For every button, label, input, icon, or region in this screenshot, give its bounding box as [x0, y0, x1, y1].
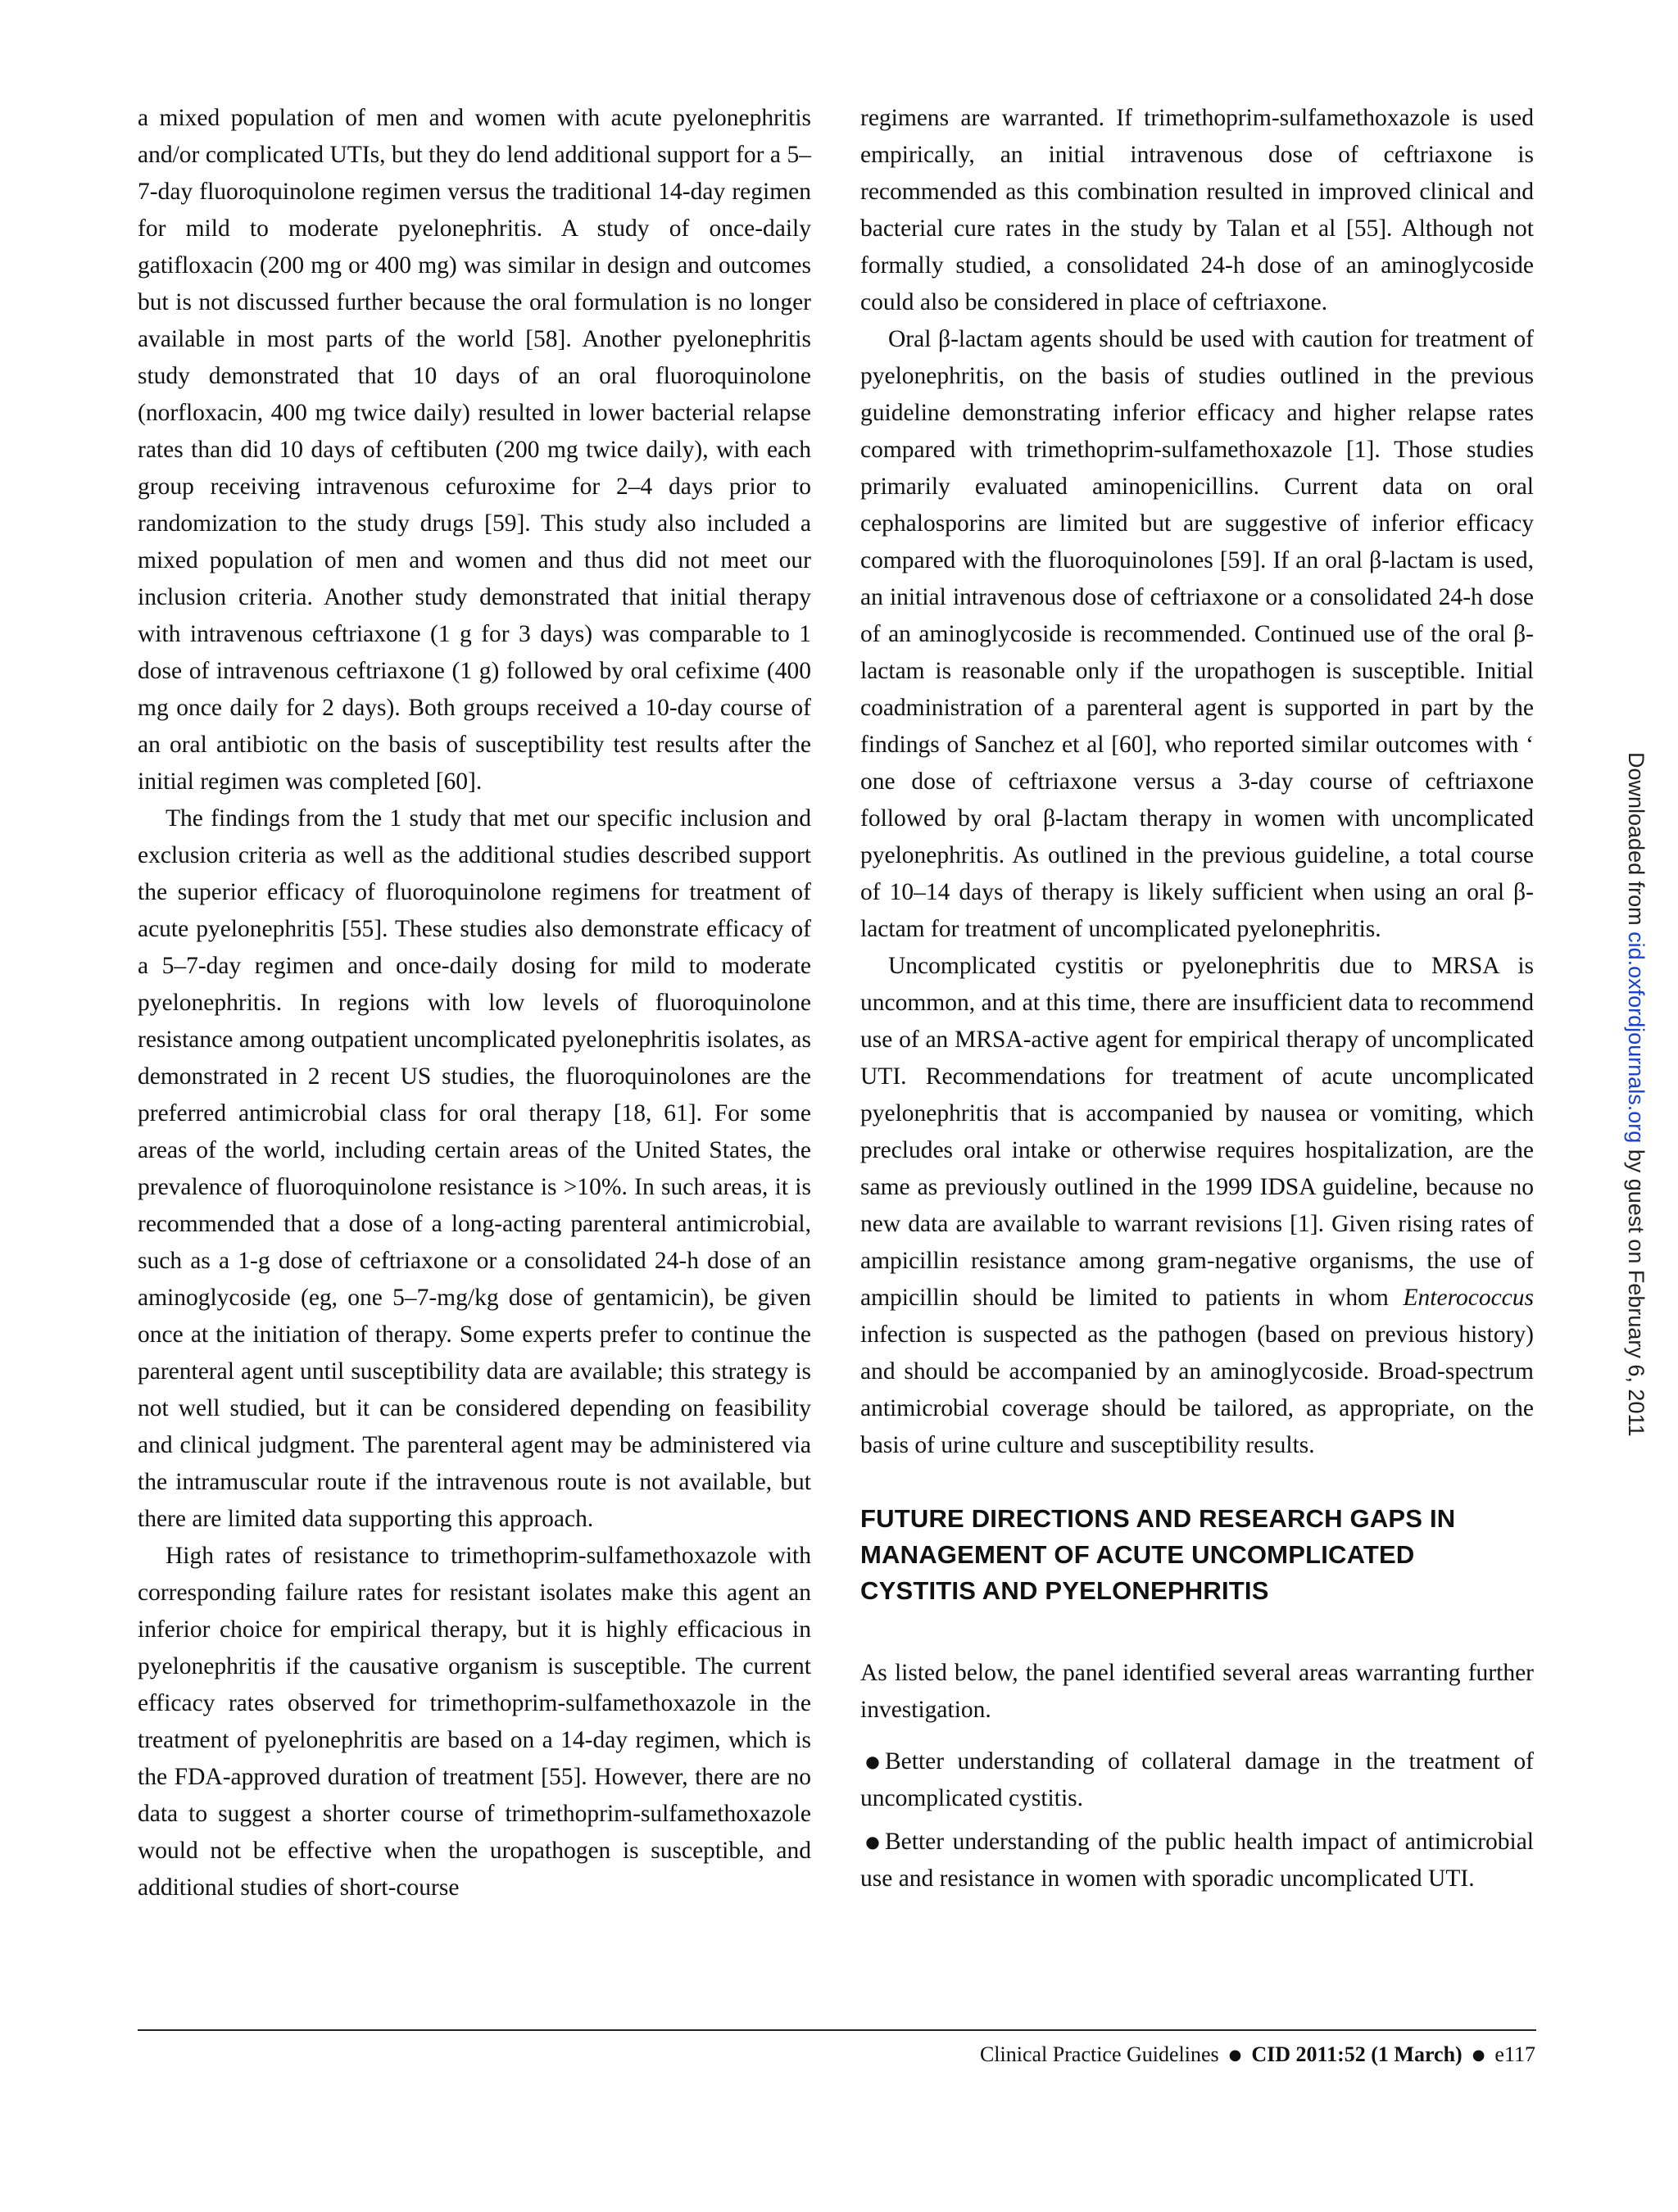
- list-item: [860, 1824, 1534, 1897]
- bullet-separator-icon: ●: [1228, 2047, 1242, 2064]
- paragraph-text: Uncomplicated cystitis or pyelonephritis due to MRSA is uncommon, and at this time, there are insufficient data to recommend use of an MRSA-active agent for empirical therapy of uncomplicated UTI. Recommendations for treatment of acute uncomplicated pyelonephritis that is accompanied by nausea or vomiting, which precludes oral intake or otherwise requires hospitalization, are the same as previously outlined in the 1999 IDSA guideline, because no new data are available to warrant revisions [1]. Given rising rates of ampicillin resistance among gram-negative organisms, the use of ampicillin should be limited to patients in whom: [860, 953, 1534, 1311]
- page-number: e117: [1494, 2042, 1535, 2066]
- bullet-list: [860, 1743, 1534, 1897]
- bullet-icon: ●: [865, 1752, 880, 1771]
- list-item: [860, 1743, 1534, 1817]
- paragraph: [860, 948, 1534, 1464]
- paragraph: Oral β-lactam agents should be used with caution for treatment of pyelonephritis, on the basis of studies outlined in the previous guideline demonstrating inferior efficacy and higher relapse rates compared with trimethoprim-sulfamethoxazole [1]. Those studies primarily evaluated aminopenicillins. Current data on oral cephalosporins are limited but are suggestive of inferior efficacy compared with the fluoroquinolones [59]. If an oral β-lactam is used, an initial intravenous dose of ceftriaxone or a consolidated 24-h dose of an aminoglycoside is recommended. Continued use of the oral β-lactam is reasonable only if the uropathogen is susceptible. Initial coadministration of a parenteral agent is supported in part by the findings of Sanchez et al [60], who reported similar outcomes with ‘ one dose of ceftriaxone versus a 3-day course of ceftriaxone followed by oral β-lactam therapy in women with uncomplicated pyelonephritis. As outlined in the previous guideline, a total course of 10–14 days of therapy is likely sufficient when using an oral β-lactam for treatment of uncomplicated pyelonephritis.: [860, 326, 1534, 942]
- source-link[interactable]: cid.oxfordjournals.org: [1624, 931, 1649, 1144]
- footer-divider: [138, 2029, 1536, 2031]
- paragraph-text: infection is suspected as the pathogen (based on previous history) and should be accompanied by an aminoglycoside. Broad-spectrum antimicrobial coverage should be tailored, as appropriate, on the basis of urine culture and susceptibility results.: [860, 1321, 1534, 1458]
- paragraph: regimens are warranted. If trimethoprim-sulfamethoxazole is used empirically, an initial intravenous dose of ceftriaxone is recommended as this combination resulted in improved clinical and bacterial cure rates in the study by Talan et al [55]. Although not formally studied, a consolidated 24-h dose of an aminoglycoside could also be considered in place of ceftriaxone.: [860, 105, 1534, 315]
- bullet-separator-icon: ●: [1472, 2047, 1485, 2064]
- footer-citation: CID 2011:52 (1 March): [1251, 2042, 1463, 2066]
- download-watermark: [1621, 752, 1653, 1473]
- download-note-suffix: by guest on February 6, 2011: [1624, 1143, 1649, 1437]
- paragraph: a mixed population of men and women with acute pyelonephritis and/or complicated UTIs, but they do lend additional support for a 5–7-day fluoroquinolone regimen versus the traditional 14-day regimen for mild to moderate pyelonephritis. A study of once-daily gatifloxacin (200 mg or 400 mg) was similar in design and outcomes but is not discussed further because the oral formulation is no longer available in most parts of the world [58]. Another pyelonephritis study demonstrated that 10 days of an oral fluoroquinolone (norfloxacin, 400 mg twice daily) resulted in lower bacterial relapse rates than did 10 days of ceftibuten (200 mg twice daily), with each group receiving intravenous cefuroxime for 2–4 days prior to randomization to the study drugs [59]. This study also included a mixed population of men and women and thus did not meet our inclusion criteria. Another study demonstrated that initial therapy with intravenous ceftriaxone (1 g for 3 days) was comparable to 1 dose of intravenous ceftriaxone (1 g) followed by oral cefixime (400 mg once daily for 2 days). Both groups received a 10-day course of an oral antibiotic on the basis of susceptibility test results after the initial regimen was completed [60].: [138, 105, 811, 795]
- footer-journal-section: Clinical Practice Guidelines: [979, 2042, 1219, 2066]
- list-item-text: Better understanding of the public health impact of antimicrobial use and resistance in women with sporadic uncomplicated UTI.: [860, 1829, 1534, 1892]
- left-column: [138, 100, 811, 1906]
- list-item-text: Better understanding of collateral damage in the treatment of uncomplicated cystitis.: [860, 1748, 1534, 1811]
- paragraph: The findings from the 1 study that met our specific inclusion and exclusion criteria as well as the additional studies described support the superior efficacy of fluoroquinolone regimens for treatment of acute pyelonephritis [55]. These studies also demonstrate efficacy of a 5–7-day regimen and once-daily dosing for mild to moderate pyelonephritis. In regions with low levels of fluoroquinolone resistance among outpatient uncomplicated pyelonephritis isolates, as demonstrated in 2 recent US studies, the fluoroquinolones are the preferred antimicrobial class for oral therapy [18, 61]. For some areas of the world, including certain areas of the United States, the prevalence of fluoroquinolone resistance is >10%. In such areas, it is recommended that a dose of a long-acting parenteral antimicrobial, such as a 1-g dose of ceftriaxone or a consolidated 24-h dose of an aminoglycoside (eg, one 5–7-mg/kg dose of gentamicin), be given once at the initiation of therapy. Some experts prefer to continue the parenteral agent until susceptibility data are available; this strategy is not well studied, but it can be considered depending on feasibility and clinical judgment. The parenteral agent may be administered via the intramuscular route if the intravenous route is not available, but there are limited data supporting this approach.: [138, 805, 811, 1532]
- section-heading: FUTURE DIRECTIONS AND RESEARCH GAPS IN MANAGEMENT OF ACUTE UNCOMPLICATED CYSTITIS AND PYELONEPHRITIS: [860, 1504, 1456, 1605]
- right-column: [860, 100, 1534, 1897]
- download-note-prefix: Downloaded from: [1624, 752, 1649, 932]
- section-intro: As listed below, the panel identified several areas warranting further investigation.: [860, 1660, 1534, 1723]
- italic-term: Enterococcus: [1403, 1285, 1534, 1311]
- page-footer: [980, 2040, 1535, 2070]
- paragraph: High rates of resistance to trimethoprim-sulfamethoxazole with corresponding failure rates for resistant isolates make this agent an inferior choice for empirical therapy, but it is highly efficacious in pyelonephritis if the causative organism is susceptible. The current efficacy rates observed for trimethoprim-sulfamethoxazole in the treatment of pyelonephritis are based on a 14-day regimen, which is the FDA-approved duration of treatment [55]. However, there are no data to suggest a shorter course of trimethoprim-sulfamethoxazole would not be effective when the uropathogen is susceptible, and additional studies of short-course: [138, 1543, 811, 1901]
- bullet-icon: ●: [865, 1832, 880, 1852]
